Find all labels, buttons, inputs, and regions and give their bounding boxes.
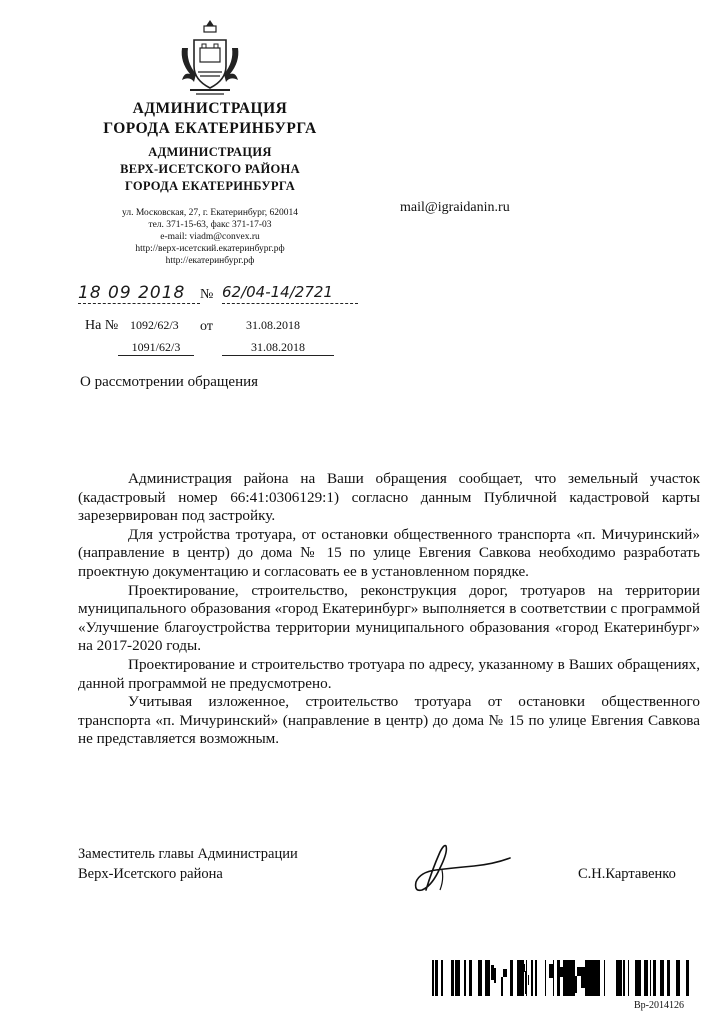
district-name-line2: ВЕРХ-ИСЕТСКОГО РАЙОНА (120, 162, 300, 176)
outgoing-number-field (222, 283, 358, 304)
phone: тел. 371-15-63, факс 371-17-03 (148, 220, 272, 230)
reference-number-2: 1091/62/3 (118, 340, 194, 356)
barcode (432, 960, 690, 996)
district-name-line3: ГОРОДА ЕКАТЕРИНБУРГА (124, 179, 296, 193)
email: e-mail: viadm@convex.ru (160, 232, 260, 242)
coat-of-arms-icon (176, 18, 244, 98)
outgoing-number-sign: № (200, 287, 214, 302)
letter-body (78, 470, 700, 749)
org-name-line1: АДМИНИСТРАЦИЯ (132, 100, 288, 117)
reference-label: На № (85, 318, 119, 333)
signatory-name: С.Н.Картавенко (578, 866, 676, 882)
reference-date-1: 31.08.2018 (246, 318, 300, 332)
handwritten-signature (398, 840, 516, 896)
body-paragraph-4: Проектирование и строительство тротуара по адресу, указанному в Ваших обращениях, данной программой не предусмотрено. (78, 655, 700, 692)
reference-from-label: от (200, 319, 213, 334)
outgoing-date-field (78, 283, 200, 304)
district-name-line1: АДМИНИСТРАЦИЯ (148, 145, 272, 159)
reference-number-1: 1092/62/3 (130, 318, 179, 332)
address: ул. Московская, 27, г. Екатеринбург, 620014 (122, 208, 298, 218)
website-1: http://верх-исетский.екатеринбург.рф (135, 244, 285, 254)
org-name-line2: ГОРОДА ЕКАТЕРИНБУРГА (103, 120, 317, 137)
body-paragraph-3: Проектирование, строительство, реконструкция дорог, тротуаров на территории муниципального образования «город Екатеринбург» выполняется в соответствии с программой «Улучшение благоустройства территории муниципального образования «город Екатеринбург» на 2017-2020 годы. (78, 581, 700, 655)
body-paragraph-2: Для устройства тротуара, от остановки общественного транспорта «п. Мичуринский» (направление в центр) до дома № 15 по улице Евгения Савкова необходимо разработать проектную документацию и согласовать ее в установленном порядке. (78, 525, 700, 580)
document-code: Вр-2014126 (634, 1000, 684, 1011)
subject: О рассмотрении обращения (80, 374, 259, 390)
body-paragraph-1: Администрация района на Ваши обращения сообщает, что земельный участок (кадастровый номер 66:41:0306129:1) согласно данным Публичной кадастровой карты зарезервирован под застройку. (78, 470, 700, 525)
body-paragraph-5: Учитывая изложенное, строительство тротуара от остановки общественного транспорта «п. Мичуринский» (направление в центр) до дома № 15 по улице Евгения Савкова не представляется возможным. (78, 693, 700, 748)
signatory-position-line2: Верх-Исетского района (78, 866, 223, 882)
signatory-position-line1: Заместитель главы Администрации (78, 846, 298, 862)
reference-date-2: 31.08.2018 (222, 340, 334, 356)
outgoing-number: 62/04-14/2721 (222, 283, 333, 301)
outgoing-date: 18 09 2018 (78, 283, 186, 303)
website-2: http://екатеринбург.рф (165, 256, 255, 266)
recipient-email: mail@igraidanin.ru (400, 200, 510, 215)
